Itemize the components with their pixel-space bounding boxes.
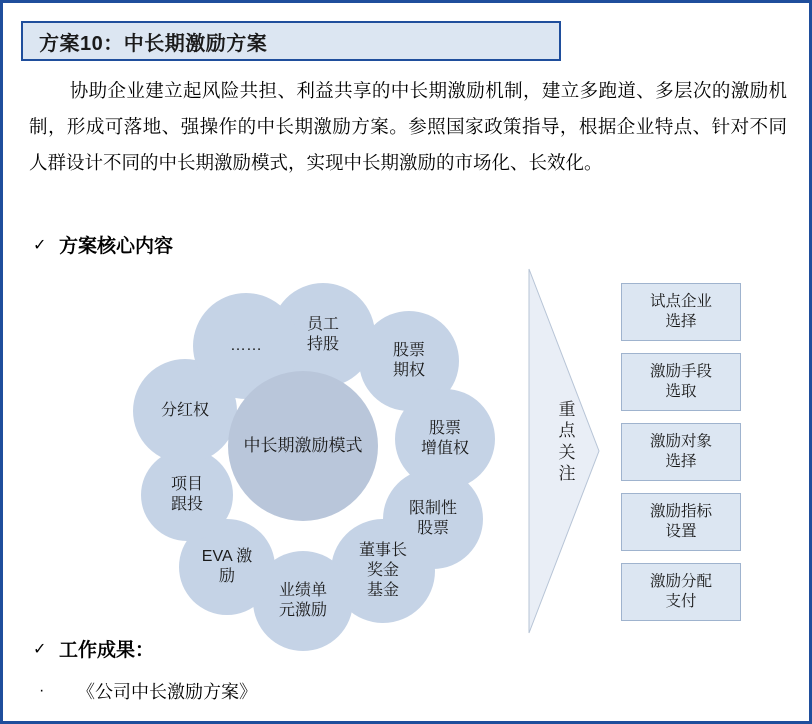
check-icon: ✓: [33, 640, 47, 658]
diagram-petal-eva: EVA 激 励: [179, 519, 275, 615]
focus-arrow: [521, 261, 607, 641]
focus-item-incentive-indicator: 激励指标 设置: [621, 493, 741, 551]
deliverable-row: [39, 678, 257, 704]
diagram-petal-ellipsis: ……: [193, 293, 299, 399]
slide-title-box: [21, 21, 561, 61]
diagram-center-circle: 中长期激励模式: [228, 371, 378, 521]
work-result-label: 工作成果：: [59, 640, 155, 661]
focus-arrow-label: 重点关注: [558, 400, 576, 483]
focus-item-incentive-target: 激励对象 选择: [621, 423, 741, 481]
deliverable-label: 《公司中长激励方案》: [77, 682, 257, 702]
intro-paragraph: 协助企业建立起风险共担、利益共享的中长期激励机制，建立多跑道、多层次的激励机制，形成可落地、强操作的中长期激励方案。参照国家政策指导，根据企业特点、针对不同人群设计不同的中长期激励模式，实现中长期激励的市场化、长效化。: [29, 80, 787, 173]
diagram-petal-dividend-right: 分红权: [133, 359, 237, 463]
core-content-heading: [33, 231, 173, 258]
diagram-petal-employee-stock: 员工 持股: [271, 283, 375, 387]
focus-item-incentive-payment: 激励分配 支付: [621, 563, 741, 621]
diagram-petal-project-coinvest: 项目 跟投: [141, 449, 233, 541]
work-result-heading: [33, 635, 154, 662]
diagram-petal-chairman-bonus: 董事长 奖金 基金: [331, 519, 435, 623]
incentive-model-diagram: [123, 261, 793, 641]
check-icon: ✓: [33, 236, 47, 254]
diagram-petal-stock-option: 股票 期权: [359, 311, 459, 411]
dot-icon: ·: [39, 682, 45, 699]
diagram-petal-stock-appreciation: 股票 增值权: [395, 389, 495, 489]
core-content-label: 方案核心内容: [59, 236, 174, 257]
focus-item-pilot-enterprise: 试点企业 选择: [621, 283, 741, 341]
diagram-petal-performance-unit: 业绩单 元激励: [253, 551, 353, 651]
focus-item-incentive-method: 激励手段 选取: [621, 353, 741, 411]
page-title: 方案10：中长期激励方案: [39, 32, 268, 55]
focus-items-stack: [621, 283, 741, 633]
diagram-petal-restricted-stock: 限制性 股票: [383, 469, 483, 569]
